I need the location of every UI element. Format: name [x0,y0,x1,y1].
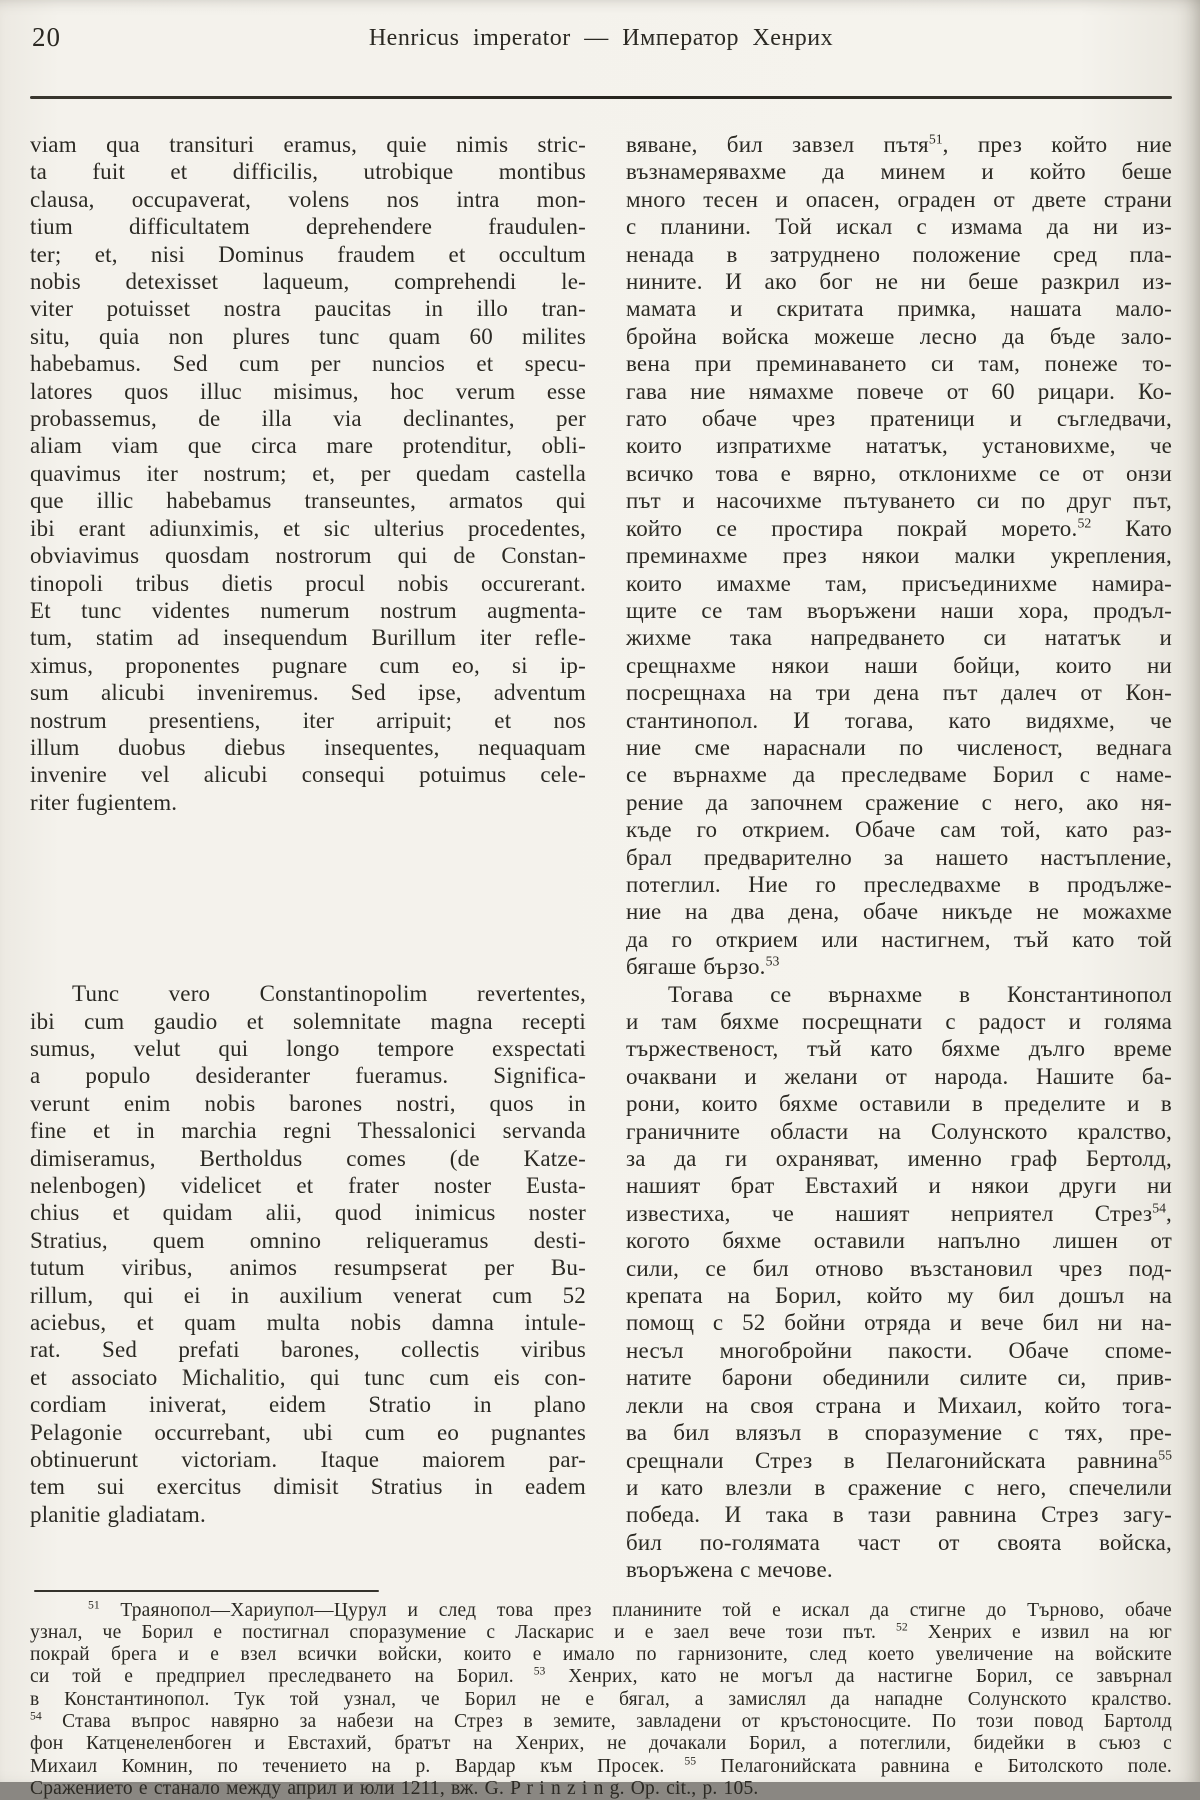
text-line: гато обаче чрез пратеници и съгледвачи, [626,406,1172,432]
text-line: nelenbogen) videlicet et frater noster Eusta- [30,1173,586,1198]
text-line: къде го открием. Обаче сам той, като раз- [626,817,1172,843]
header-rule [30,96,1172,99]
text-line: жихме така напредването си нататък и [626,625,1172,651]
text-line: въоръжена с мечове. [626,1557,833,1583]
text-line: rat. Sed prefati barones, collectis viribus [30,1337,586,1363]
footnote-marker: 55 [684,1754,697,1768]
footnote-marker: 53 [533,1664,546,1678]
text-line: щите се там въоръжени наши хора, продъл- [626,597,1172,623]
text-line: habebamus. Sed cum per nuncios et specu- [30,351,586,377]
text-line: tem sui exercitus dimisit Stratius in eadem [30,1474,586,1500]
text-line: viter potuisset nostra paucitas in illo tran- [30,296,586,322]
page-number: 20 [32,22,61,52]
text-line: $^{51}$ Траянопол—Хариупол—Цурул и след това през планините той е искал да стигне до Търново, обаче [88,1598,1172,1621]
text-line: ter; et, nisi Dominus fraudem et occultum [30,241,586,267]
text-line: Сражението е станало между април и юли 1211, вж. G. P r i n z i n g. Op. cit., p. 105. [30,1777,759,1799]
text-line: aciebus, et quam multa nobis damna intule- [30,1310,586,1336]
text-line: Pelagonie occurrebant, ubi cum eo pugnantes [30,1419,586,1445]
text-line: нините. И ако бог не ни беше разкрил из- [626,269,1172,295]
text-line: в Константинопол. Тук той узнал, че Борил не е бягал, а замислял да нападне Солунското кралство. [30,1688,1172,1710]
text-line: вяване, бил завзел пътя$^{51}$, през който ние [626,131,1172,157]
text-line: се върнахме да преследваме Борил с наме- [626,762,1172,788]
text-line: verunt enim nobis barones nostri, quos in [30,1090,586,1116]
text-line: tium difficultatem deprehendere fraudulen- [30,214,586,240]
text-line: que illic habebamus transeuntes, armatos qui [30,488,586,514]
text-line: брал предварително за нашето настъпление, [626,844,1172,870]
text-line: fine et in marchia regni Thessalonici servanda [30,1118,586,1144]
text-line: sumus, velut qui longo tempore exspectati [30,1035,586,1061]
page-header [30,16,1172,56]
text-line: ximus, proponentes pugnare cum eo, si ip- [30,652,586,678]
text-line: крепата на Борил, който му бил дошъл на [626,1283,1172,1309]
text-line: победа. И така в тази равнина Стрез загу- [626,1502,1172,1528]
text-line: tinopoli tribus dietis procul nobis occurerant. [30,570,586,596]
text-line: ibi erant adiunximis, et sic ulterius procedentes, [30,515,586,541]
text-line: quavimus iter nostrum; et, per quedam castella [30,460,586,486]
text-line: си той е предприел преследването на Борил. $^{53}$ Хенрих, като не могъл да настигне Борил, се завърнал [30,1664,1172,1688]
text-line: ibi cum gaudio et solemnitate magna recepti [30,1008,586,1034]
two-column-text [30,131,1172,1584]
text-line: очаквани и желани от народа. Нашите ба- [626,1063,1172,1089]
text-line: натите барони обединили силите си, прив- [626,1365,1172,1391]
text-line: ва бил влязъл в споразумение с тях, пре- [626,1420,1172,1446]
text-line: срещнали Стрез в Пелагонийската равнина$^{55}$ [626,1446,1172,1473]
text-line: rillum, qui ei in auxilium venerat cum 52 [30,1282,586,1308]
footnote-marker: 51 [928,131,943,147]
text-line: бройна войска можеше лесно да бъде зало- [626,323,1172,349]
text-line: ние сме нараснали по численост, веднага [626,734,1172,760]
text-line: за да ги охраняват, именно граф Бертолд, [626,1146,1172,1172]
text-line: dimiseramus, Bertholdus comes (de Katze- [30,1145,586,1171]
text-line: Stratius, quem omnino reliqueramus desti- [30,1227,586,1253]
text-line: tum, statim ad insequendum Burillum iter refle- [30,625,586,651]
text-line: et associato Michalitio, qui tunc cum eis con- [30,1364,586,1390]
footnote-separator [34,1590,379,1592]
footnote-marker: 53 [765,953,780,969]
text-line: мамата и скритата примка, нашата мало- [626,296,1172,322]
text-line: който се простира покрай морето.$^{52}$ Като [626,515,1172,541]
text-line: бягаше бързо.$^{53}$ [626,953,780,980]
text-line: тържественост, тъй като бяхме дълго време [626,1036,1172,1062]
text-line: nobis detexisset laqueum, comprehendi le- [30,269,586,295]
paragraph [626,131,1172,981]
text-line: ние на два дена, обаче никъде не можахме [626,899,1172,925]
text-line: ненада в затруднено положение сред пла- [626,241,1172,267]
text-line: planitie gladiatam. [30,1501,206,1527]
footnotes [30,1600,1172,1800]
text-line: срещнахме някои наши бойци, които ни [626,652,1172,678]
text-line: cordiam iniverat, eidem Stratio in plano [30,1392,586,1418]
text-line: узнал, че Борил е постигнал споразумение с Ласкарис и е заел вече този път. $^{52}$ Хенрих е извил на юг [30,1620,1172,1643]
footnote-marker: 54 [30,1709,42,1723]
text-line: преминахме през някои малки укрепления, [626,543,1172,569]
text-line: когото бяхме оставили напълно лишен от [626,1228,1172,1254]
text-line: aliam viam que circa mare protenditur, obli- [30,433,586,459]
text-line: помощ с 52 бойни отряда и вече бил ни на- [626,1310,1172,1336]
text-line: път и насочихме пътуването си по друг път, [626,488,1172,514]
text-line: probassemus, de illa via declinantes, per [30,406,586,432]
text-line: Михаил Комнин, по течението на р. Вардар към Просек. $^{55}$ Пелагонийската равнина е Битолското поле. [30,1754,1173,1777]
text-line: obviavimus quosdam nostrorum qui de Constan- [30,543,586,569]
text-line: потеглил. Ние го преследвахме в продълже- [626,871,1172,897]
text-line: рение да започнем сражение с него, ако ня- [626,789,1172,815]
footnote-marker: 52 [1077,515,1092,531]
text-line: obtinuerunt victoriam. Itaque maiorem par- [30,1447,586,1473]
footnote-marker: 55 [1158,1446,1172,1462]
text-line: които изпратихме нататък, установихме, че [626,433,1172,459]
text-line: нашият брат Евстахий и някои други ни [626,1173,1172,1199]
text-line: бил по-голямата част от своята войска, [626,1529,1172,1555]
text-line: гава ние нямахме повече от 60 рицари. Ко- [626,378,1172,404]
text-line: всичко това е вярно, отклонихме се от онзи [626,460,1172,486]
text-line: сили, се бил отново възстановил чрез под- [626,1255,1172,1281]
text-line: и там бяхме посрещнати с радост и голяма [626,1009,1172,1034]
text-line: riter fugientem. [30,789,178,815]
paragraph [30,131,586,816]
text-line: sum alicubi inveniremus. Sed ipse, adventum [30,680,586,706]
text-line: viam qua transituri eramus, quie nimis stric- [30,132,586,157]
paragraph [30,1600,1172,1800]
text-line: посрещнаха на три дена път далеч от Кон- [626,680,1172,706]
text-line: които имахме там, присъединихме намира- [626,570,1172,596]
footnote-marker: 51 [88,1598,100,1612]
text-line: и като влезли в сражение с него, спечелили [626,1474,1172,1500]
bulgarian-column [626,131,1172,1584]
text-line: chius et quidam alii, quod inimicus noster [30,1200,586,1226]
text-line: възнамерявахме да минем и който беше [626,159,1172,185]
text-line: граничните области на Солунското кралство, [626,1118,1172,1144]
text-line: покрай брега и е взел всички войски, които е имало по гарнизоните, след което увеличение на войските [30,1644,1172,1666]
text-line: лекли на своя страна и Михаил, който тога- [626,1392,1172,1418]
text-line: фон Катценеленбоген и Евстахий, братът на Хенрих, не дочакали Борил, а потеглили, бидейки в съюз с [30,1733,1172,1755]
text-line: стантинопол. И тогава, като видяхме, че [626,707,1172,733]
text-line: рони, които бяхме оставили в пределите и в [626,1091,1172,1117]
text-line: nostrum presentiens, iter arripuit; et nos [30,707,586,733]
text-line: latores quos illuc misimus, hoc verum esse [30,378,586,404]
text-line: invenire vel alicubi consequi potuimus cele- [30,762,586,788]
running-title: Henricus imperator — Император Хенрих [368,25,834,51]
text-line: $^{54}$ Става въпрос навярно за набези на Стрез в земите, завладени от кръстоносците. По този повод Бартолд [30,1709,1172,1733]
text-line: Et tunc videntes numerum nostrum augmenta- [30,597,586,623]
text-line: a populo desideranter fueramus. Significa- [30,1063,586,1089]
text-line: несъл многобройни пакости. Обаче споме- [626,1337,1172,1363]
text-line: да го открием или настигнем, тъй като той [626,926,1172,952]
text-line: много тесен и опасен, ограден от двете страни [626,186,1172,212]
text-line: Тогава се върнахме в Константинопол [668,981,1172,1007]
latin-column [30,131,586,1584]
text-line: известиха, че нашият неприятел Стрез$^{54}$, [626,1200,1172,1226]
text-line: situ, quia non plures tunc quam 60 milites [30,323,586,349]
text-line: tutum viribus, animos resumpserat per Bu- [30,1255,586,1281]
text-line: ta fuit et difficilis, utrobique montibus [30,159,586,185]
text-line: Tunc vero Constantinopolim revertentes, [72,981,586,1007]
footnote-marker: 54 [1152,1200,1167,1216]
paragraph [626,981,1172,1584]
footnote-marker: 52 [895,1620,908,1634]
text-line: вена при преминаването си там, понеже то- [626,351,1172,377]
paragraph [30,980,586,1528]
text-line: illum duobus diebus insequentes, nequaquam [30,734,586,760]
text-line: с планини. Той искал с измама да ни из- [626,214,1172,240]
text-line: clausa, occupaverat, volens nos intra mon- [30,186,586,212]
